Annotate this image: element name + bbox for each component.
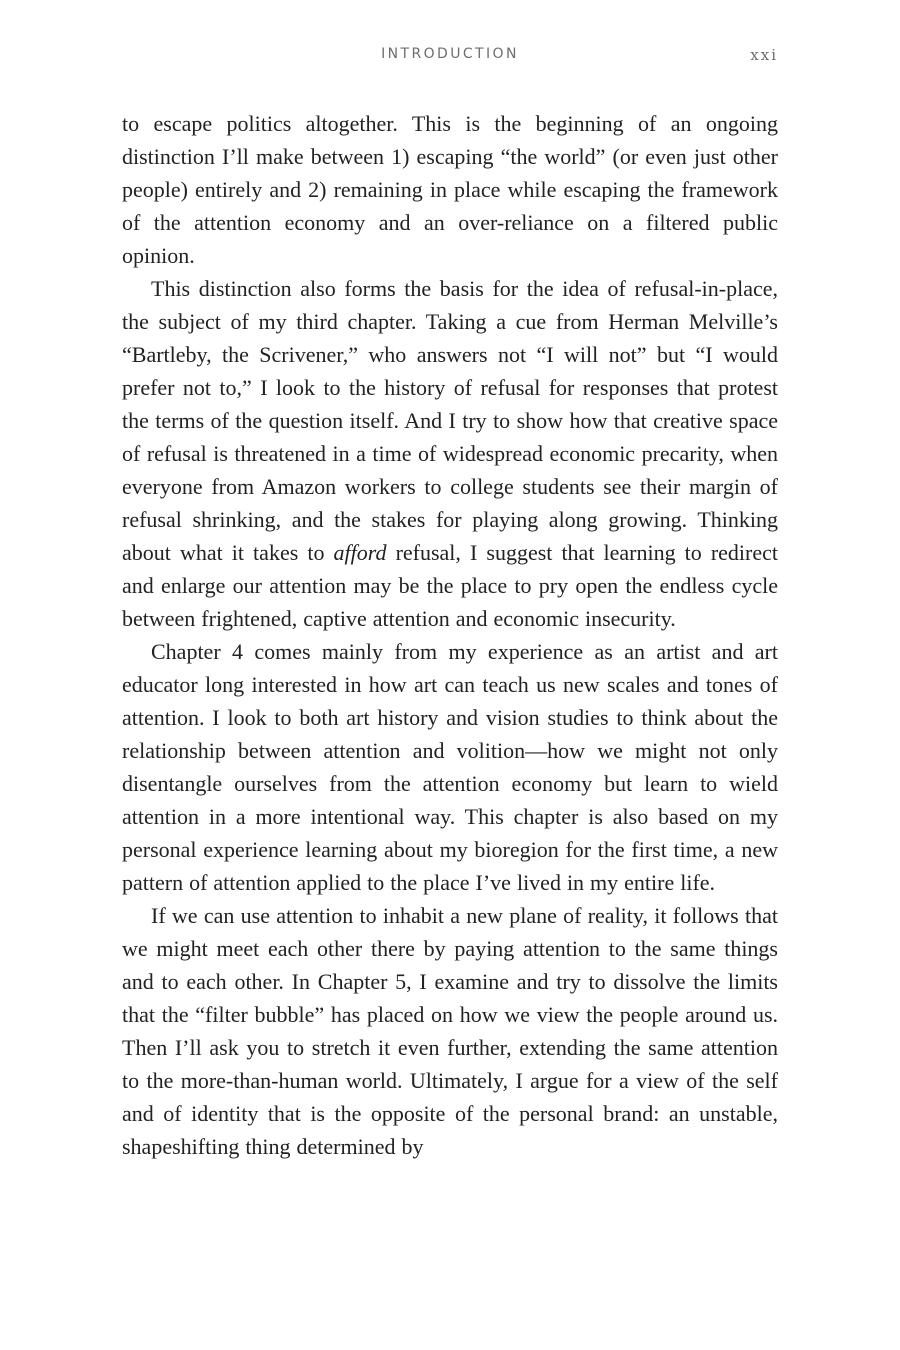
running-head [0,44,900,66]
paragraph-chapter-5: If we can use attention to inhabit a new plane of reality, it follows that we might meet each other there by paying attention to the same things and to each other. In Chapter 5, I examine and try to dissolve the limits that the “filter bubble” has placed on how we view the people around us. Then I’ll ask you to stretch it even further, extending the same attention to the more-than-human world. Ultimately, I argue for a view of the self and of identity that is the opposite of the personal brand: an unstable, shapeshifting thing determined by [122,903,778,1159]
paragraph-refusal-in-place: This distinction also forms the basis for the idea of refusal-in-place, the subject of my third chapter. Taking a cue from Herman Melville’s “Bartleby, the Scrivener,” who answers not “I will not” but “I would prefer not to,” I look to the history of refusal for responses that protest the terms of the question itself. And I try to show how that creative space of refusal is threatened in a time of widespread economic precarity, when everyone from Amazon workers to college students see their margin of refusal shrinking, and the stakes for playing along growing. Thinking about what it takes to afford refusal, I suggest that learning to redirect and enlarge our attention may be the place to pry open the endless cycle between frightened, captive attention and economic insecurity. [122,276,778,631]
emphasis: afford [333,540,387,565]
page-number: xxi [750,46,778,64]
running-head-title: INTRODUCTION [381,46,519,62]
paragraph-chapter-4: Chapter 4 comes mainly from my experience as an artist and art educator long interested in how art can teach us new scales and tones of attention. I look to both art history and vision studies to think about the relationship between attention and volition—how we might not only disentangle ourselves from the attention economy but learn to wield attention in a more intentional way. This chapter is also based on my personal experience learning about my bioregion for the first time, a new pattern of attention applied to the place I’ve lived in my entire life. [122,639,778,895]
paragraph-continued: to escape politics altogether. This is the beginning of an ongoing distinction I’ll make between 1) escaping “the world” (or even just other people) entirely and 2) remaining in place while escaping the framework of the attention economy and an over-reliance on a filtered public opinion. [122,111,778,268]
body-text [122,107,778,1163]
